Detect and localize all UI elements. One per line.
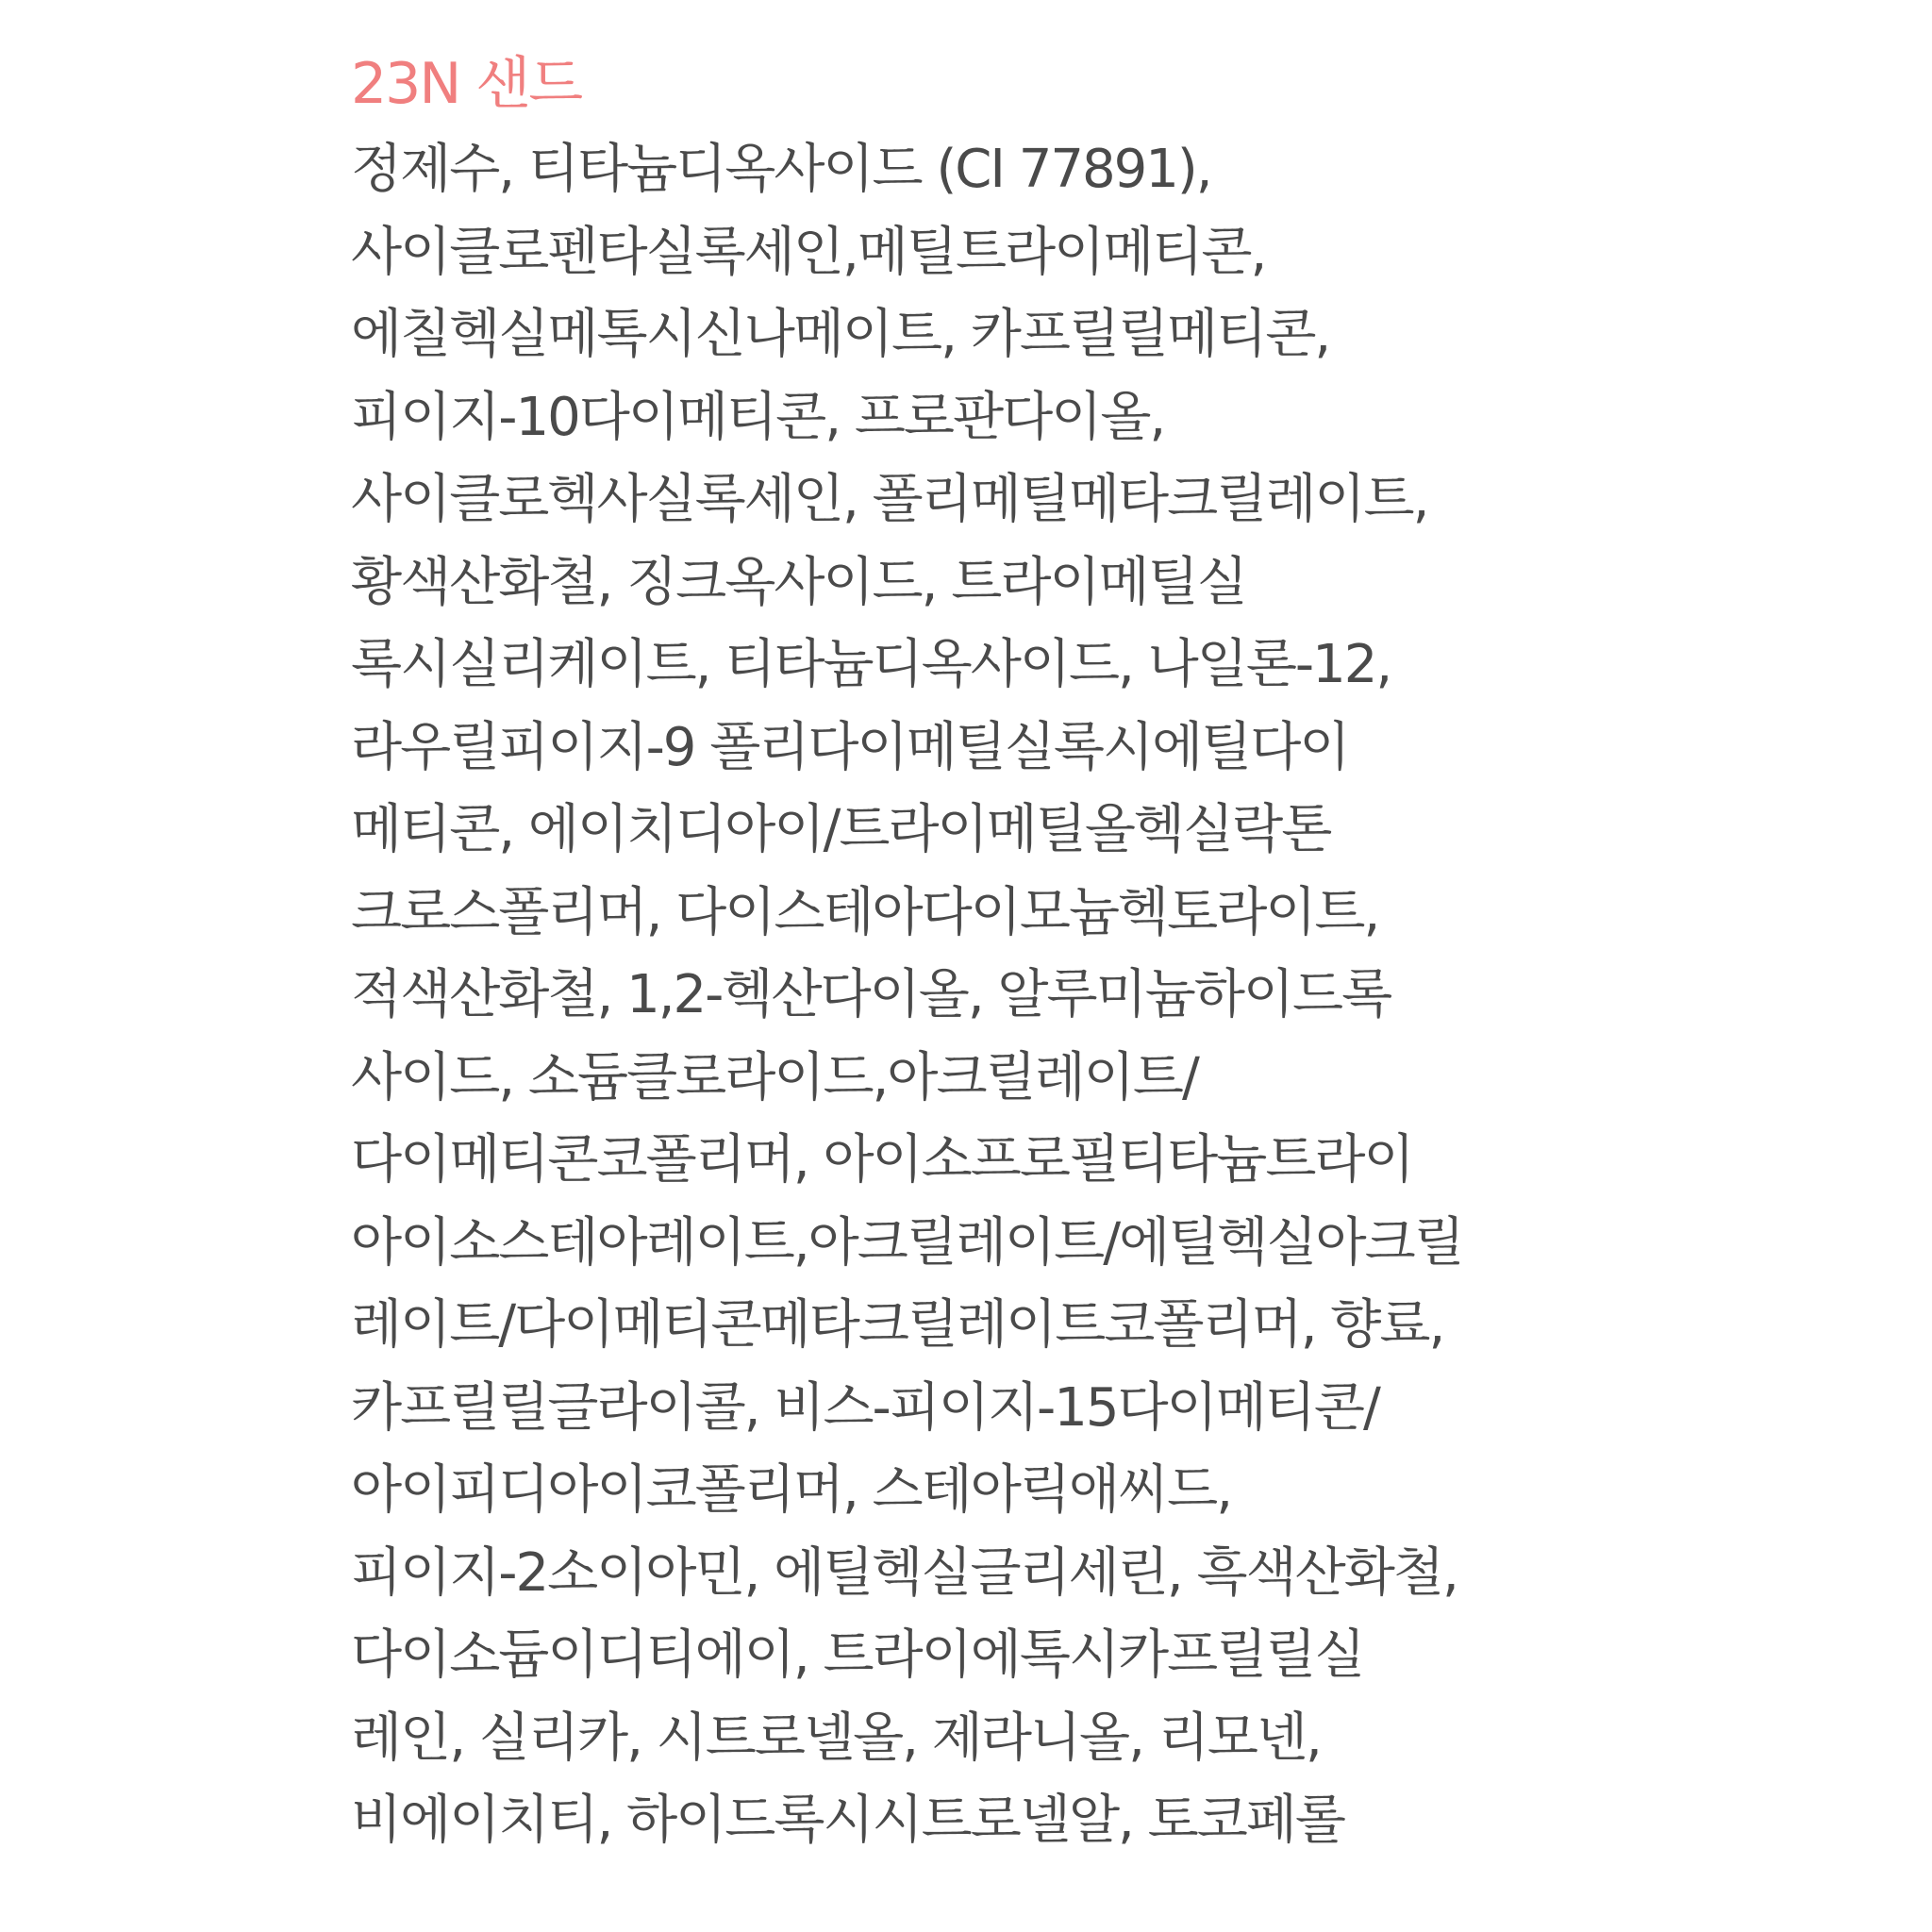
ingredient-line: 에칠헥실메톡시신나메이트, 카프릴릴메티콘,	[351, 304, 1330, 365]
ingredient-line: 라우릴피이지-9 폴리다이메틸실록시에틸다이	[351, 716, 1349, 778]
ingredient-line: 아이피디아이코폴리머, 스테아릭애씨드,	[351, 1459, 1232, 1521]
ingredient-line: 정제수, 티타늄디옥사이드 (CI 77891),	[351, 139, 1211, 200]
ingredient-document	[351, 45, 1898, 1862]
ingredient-line: 피이지-2소이아민, 에틸헥실글리세린, 흑색산화철,	[351, 1541, 1457, 1604]
ingredient-line: 레이트/다이메티콘메타크릴레이트코폴리머, 향료,	[351, 1294, 1444, 1356]
ingredient-line: 크로스폴리머, 다이스테아다이모늄헥토라이트,	[351, 881, 1379, 943]
ingredient-line: 카프릴릴글라이콜, 비스-피이지-15다이메티콘/	[351, 1376, 1379, 1439]
ingredient-line: 비에이치티, 하이드록시시트로넬알, 토코페롤	[351, 1790, 1345, 1851]
ingredient-line: 레인, 실리카, 시트로넬올, 제라니올, 리모넨,	[351, 1707, 1321, 1769]
ingredient-line: 적색산화철, 1,2-헥산다이올, 알루미늄하이드록	[351, 964, 1391, 1025]
ingredient-line: 록시실리케이트, 티타늄디옥사이드, 나일론-12,	[351, 634, 1391, 695]
ingredient-line: 다이소듐이디티에이, 트라이에톡시카프릴릴실	[351, 1624, 1364, 1686]
ingredient-line: 피이지-10다이메티콘, 프로판다이올,	[351, 386, 1165, 448]
ingredient-line: 황색산화철, 징크옥사이드, 트라이메틸실	[351, 551, 1246, 613]
ingredient-line: 아이소스테아레이트,아크릴레이트/에틸헥실아크릴	[351, 1211, 1463, 1274]
ingredient-line: 다이메티콘코폴리머, 아이소프로필티타늄트라이	[351, 1129, 1413, 1191]
ingredient-line: 사이클로펜타실록세인,메틸트라이메티콘,	[351, 221, 1266, 283]
ingredient-line: 메티콘, 에이치디아이/트라이메틸올헥실락톤	[351, 799, 1331, 860]
shade-title: 23N 샌드	[351, 51, 582, 117]
ingredient-list	[351, 128, 1898, 1862]
ingredient-line: 사이드, 소듐클로라이드,아크릴레이트/	[351, 1046, 1198, 1108]
ingredient-line: 사이클로헥사실록세인, 폴리메틸메타크릴레이트,	[351, 469, 1428, 530]
